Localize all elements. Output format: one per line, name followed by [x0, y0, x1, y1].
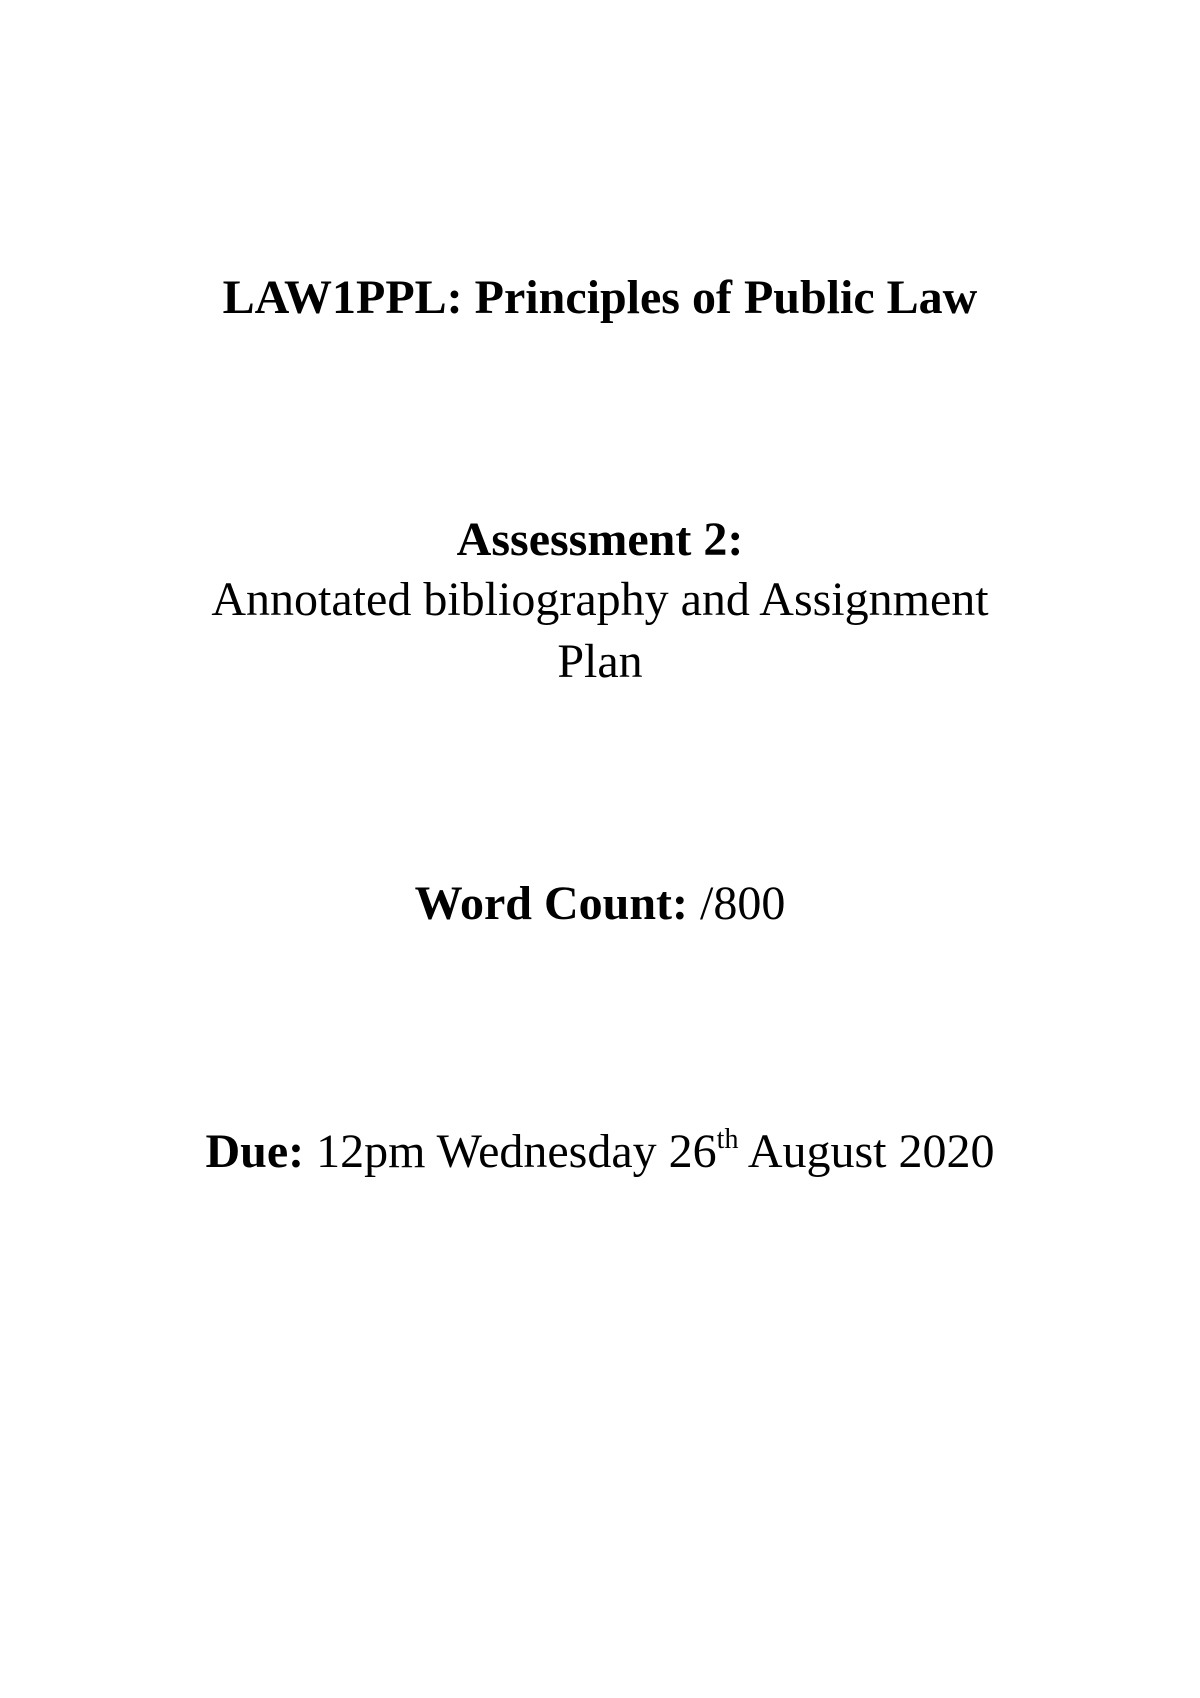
due-date-month-year: August 2020 — [747, 1125, 995, 1178]
word-count-value: /800 — [700, 877, 786, 930]
assessment-description-line-1: Annotated bibliography and Assignment — [211, 573, 989, 626]
course-title: LAW1PPL: Principles of Public Law — [222, 271, 978, 324]
assessment-label: Assessment 2: — [456, 513, 744, 566]
due-date-text: 12pm Wednesday 26 — [316, 1125, 717, 1178]
due-date-line — [0, 1122, 1200, 1182]
word-count-label: Word Count: — [414, 877, 689, 930]
assessment-description-line-2: Plan — [557, 635, 643, 688]
due-date-ordinal-suffix: th — [716, 1124, 739, 1155]
due-label: Due: — [205, 1125, 305, 1178]
word-count-line — [0, 874, 1200, 934]
